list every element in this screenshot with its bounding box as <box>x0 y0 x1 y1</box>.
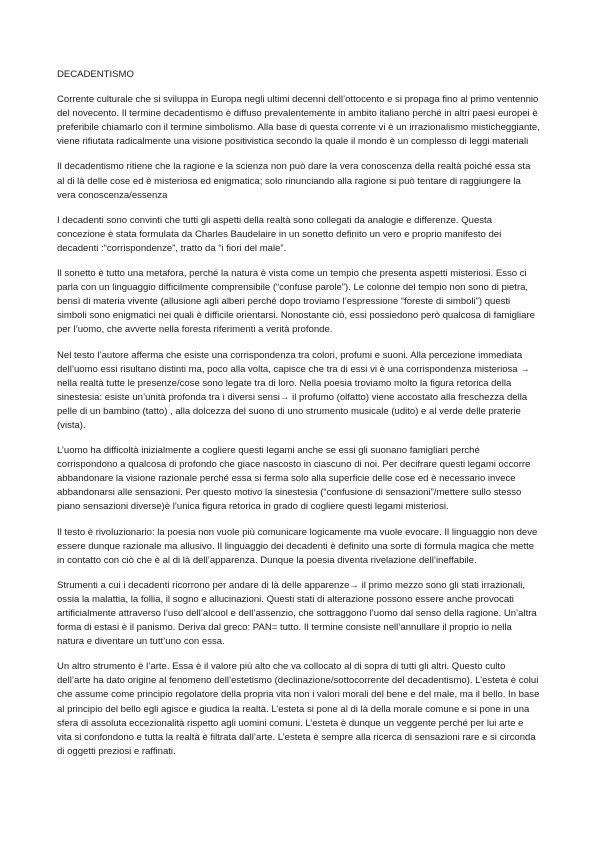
paragraph-baudelaire: I decadenti sono convinti che tutti gli aspetti della realtà sono collegati da analogie e differenze. Questa concezione è stata formulata da Charles Baudelaire in un sonetto definito un vero e proprio manifesto dei decadenti :“corrispondenze”, tratto da “i fiori del male”. <box>57 214 502 254</box>
paragraph-aestheticism: Un altro strumento è l’arte. Essa è il valore più alto che va collocato al di sopra di tutti gli altri. Questo culto dell’arte ha dato origine al fenomeno dell’estetismo (declinazione/sottocorrente del decadentismo). L’esteta è colui che assume come principio regolatore della propria vita non i valori morali del bene e del male, ma il bello. In base al principio del bello egli agisce e giudica la realtà. L’esteta si pone al di là della morale comune e si pone in una sfera di assoluta eccezionalità rispetto agli uomini comuni. L’esteta è dunque un veggente perché per lui arte e vita si confondono e tutta la realtà è filtrata dall’arte. L’esteta è sempre alla ricerca di sensazioni rare e si circonda di oggetti preziosi e raffinati. <box>57 661 540 757</box>
paragraph-reason: Il decadentismo ritiene che la ragione e la scienza non può dare la vera conoscenza della realtà poiché essa sta al di là delle cose ed è misteriosa ed enigmatica; solo rinunciando alla ragione si può tentare di raggiungere la vera conoscenza/essenza <box>57 161 531 201</box>
paragraph-sonnet: Il sonetto è tutto una metafora, perché la natura è vista come un tempio che presenta aspetti misteriosi. Esso ci parla con un linguaggio difficilmente comprensibile (“confuse parole”). Le colonne del tempio non sono di pietra, bensì di materia vivente (allusione agli alberi perché dopo troviamo l’espressione “foreste di simboli”) questi simboli sono enigmatici nei quali è difficile orientarsi. Nonostante ciò, essi possiedono però qualcosa di famigliare per l’uomo, che avverte nella foresta riferimenti a verità profonde. <box>57 268 535 336</box>
paragraph-revolutionary: Il testo è rivoluzionario: la poesia non vuole più comunicare logicamente ma vuole evocare. Il linguaggio non deve essere dunque razionale ma allusivo. Il linguaggio dei decadenti è definito una sorte di formula magica che mette in contatto con ciò che è al di là dell’apparenza. Dunque la poesia diventa rivelazione dell’ineffabile. <box>57 526 538 566</box>
document-title: DECADENTISMO <box>57 69 134 80</box>
paragraph-instruments: Strumenti a cui i decadenti ricorrono per andare di là delle apparenze→ il primo mezzo sono gli stati irrazionali, ossia la malattia, la follia, il sogno e allucinazioni. Questi stati di alterazione possono essere anche provocati artificialmente attraverso l’uso dell’alcool e dell’assenzio, che sottraggono l’uomo dal senso della ragione. Un’altra forma di estasi è il panismo. Deriva dal greco: PAN= tutto. Il termine consiste nell’annullare il proprio io nella natura e diventare un tutt’uno con essa. <box>57 579 537 648</box>
paragraph-intro: Corrente culturale che si sviluppa in Europa negli ultimi decenni dell’ottocento e si propaga fino al primo ventennio del novecento. Il termine decadentismo è diffuso prevalentemente in ambito italiano perché in altri paesi europei è preferibile chiamarlo con il termine simbolismo. Alla base di questa corrente vi è un irrazionalismo misticheggiante, viene rifiutata radicalmente una visione positivistica secondo la quale il mondo è un complesso di leggi materiali <box>57 94 540 148</box>
paragraph-synesthesia: Nel testo l’autore afferma che esiste una corrispondenza tra colori, profumi e suoni. Alla percezione immediata dell’uomo essi risultano distinti ma, poco alla volta, capisce che tra di essi vi è una corrispondenza misteriosa → nella realtà tutte le presenze/cose sono legate tra di loro. Nella poesia troviamo molto la figura retorica della sinestesia: esiste un’unità profonda tra i diversi sensi→ il profumo (olfatto) viene accostato alla freschezza della pelle di un bambino (tatto) , alla dolcezza del suono di uno strumento musicale (udito) e al verde delle praterie (vista). <box>57 349 530 431</box>
paragraph-man-connections: L’uomo ha difficoltà inizialmente a cogliere questi legami anche se essi gli suonano famigliari perché corrispondono a qualcosa di profondo che giace nascosto in ciascuno di noi. Per decifrare questi legami occorre abbandonare la visione razionale perché essa si ferma solo alla superficie delle cose ed è necessario invece abbandonarsi alle sensazioni. Per questo motivo la sinestesia (“confusione di sensazioni”/mettere sullo stesso piano sensazioni diverse)è l’unica figura retorica in grado di cogliere questi legami misteriosi. <box>57 445 531 513</box>
